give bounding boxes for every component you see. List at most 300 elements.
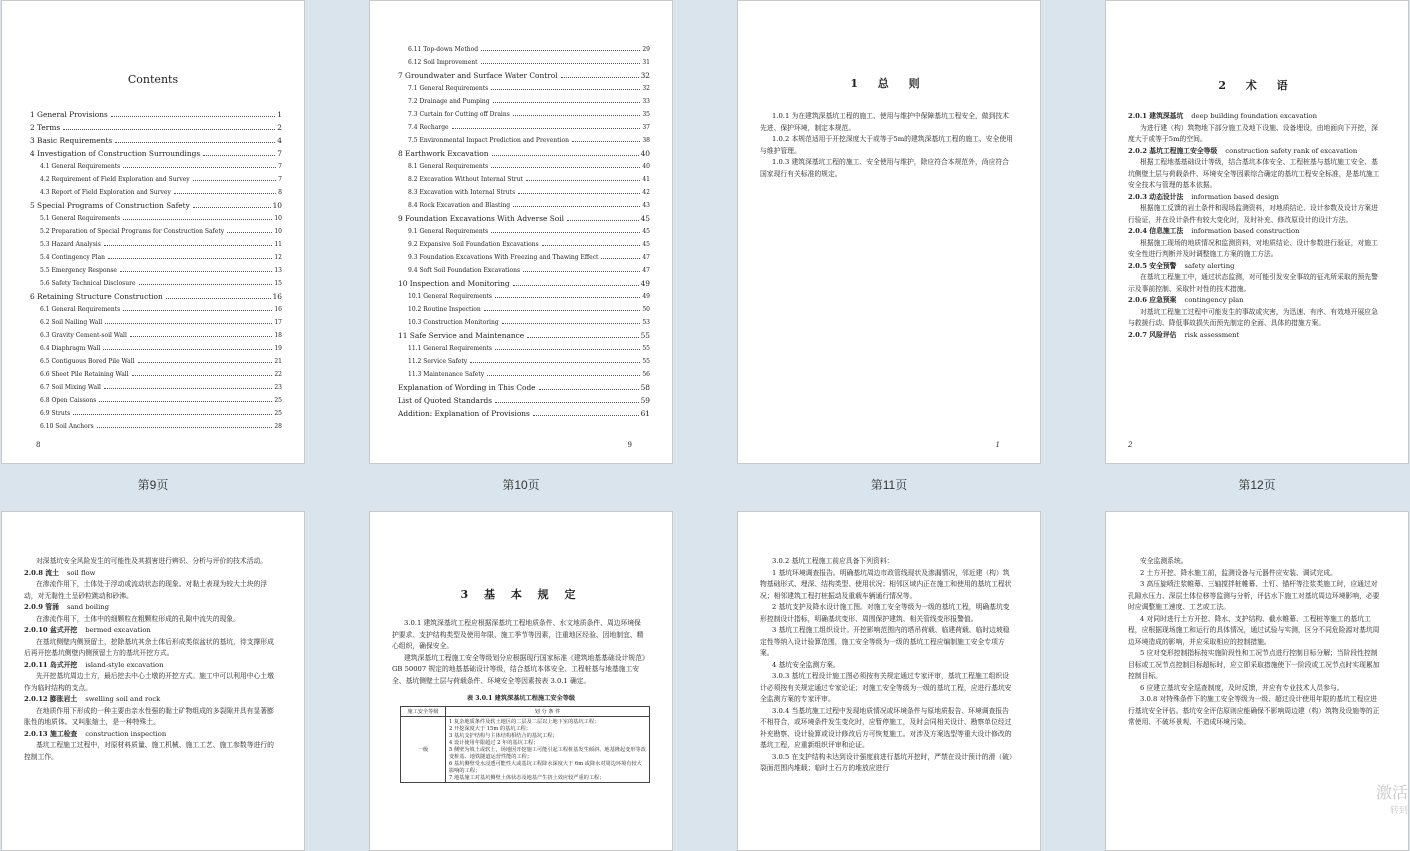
toc-leader-dots xyxy=(166,298,271,299)
term-zh: 2.0.8 流土 xyxy=(24,568,59,577)
term-zh: 2.0.7 风险评估 xyxy=(1128,330,1177,339)
toc-entry-label: 10.1 General Requirements xyxy=(408,293,493,300)
toc-entry[interactable] xyxy=(398,407,650,420)
table-condition: 6 基坑侧壁受水浸透可能性大或基坑工程降水深度大于 6m 或降水对周边环境有较大影响的工程； xyxy=(449,761,642,774)
toc-entry-page: 41 xyxy=(642,176,650,183)
page-15[interactable] xyxy=(737,511,1041,851)
term-heading xyxy=(1128,295,1382,307)
toc-leader-dots xyxy=(523,271,640,272)
term-heading xyxy=(1128,111,1382,123)
term-definition: 在基坑侧壁内侧预留土，挖除基坑其余土体后形成类似盆状的基坑，待支撑形成后再开挖基坑侧壁内侧预留土方的基坑开挖方式。 xyxy=(24,637,274,657)
toc-entry-page: 50 xyxy=(642,306,650,313)
toc-entry-page: 47 xyxy=(642,254,650,261)
toc-leader-dots xyxy=(601,258,640,259)
term-heading xyxy=(24,625,278,637)
toc-entry-page: 38 xyxy=(642,137,650,144)
toc-entry-label: 6.2 Soil Nailing Wall xyxy=(40,319,103,326)
toc-entry-page: 42 xyxy=(642,189,650,196)
paragraph: 3.0.4 当基坑施工过程中发现地质情况或环境条件与原地质报告、环境调查报告不相符合，或环境条件发生变化时，应暂停施工，及时会同相关设计、勘察单位经过补充勘察、设计验算或设计修改后方可恢复施工。对涉及方案选型等重大设计修改的基坑工程，应重新组织评审和论证。 xyxy=(760,706,1012,749)
toc-entry[interactable] xyxy=(398,56,650,69)
toc-entry-label: 1 General Provisions xyxy=(30,110,108,119)
chapter-body xyxy=(738,556,1040,775)
toc-entry-label: 7.3 Curtain for Cutting off Drains xyxy=(408,111,510,118)
page-16[interactable] xyxy=(1105,511,1409,851)
term-heading xyxy=(1128,226,1382,238)
toc-entry-page: 49 xyxy=(642,293,650,300)
activation-watermark xyxy=(1376,784,1408,820)
toc-entry[interactable] xyxy=(30,381,282,394)
toc-entry-page: 55 xyxy=(640,331,650,340)
term-en: deep building foundation excavation xyxy=(1191,112,1317,120)
term-definition: 对基坑工程施工过程中可能发生的事故或灾害，为迅速、有序、有效地开展应急与救援行动、降低事故损失而预先制定的全面、具体的措施方案。 xyxy=(1128,307,1378,327)
toc-entry[interactable] xyxy=(30,160,282,173)
term-heading xyxy=(24,602,278,614)
toc-entry-label: 4.2 Requirement of Field Exploration and Survey xyxy=(40,176,190,183)
term-zh: 2.0.5 安全预警 xyxy=(1128,261,1177,270)
term-zh: 2.0.11 岛式开挖 xyxy=(24,660,78,669)
toc-entry-page: 12 xyxy=(274,254,282,261)
toc-entry-page: 49 xyxy=(640,279,650,288)
toc-entry-label: 6.9 Struts xyxy=(40,410,71,417)
toc-leader-dots xyxy=(513,115,641,116)
paragraph: 6 应建立基坑安全巡查制度，及时反馈，并应有专业技术人员参与。 xyxy=(1140,683,1344,692)
toc-entry[interactable] xyxy=(398,212,650,225)
toc-entry-label: 2 Terms xyxy=(30,123,61,132)
toc-entry[interactable] xyxy=(30,290,282,303)
toc-entry-label: 9 Foundation Excavations With Adverse Soil xyxy=(398,214,564,223)
toc-leader-dots xyxy=(123,167,276,168)
term-definition: 根据施工反馈的岩土条件和现场监测资料，对地质结论、设计参数及设计方案进行验证，并在设计条件有较大变化时，及时补充、修改原设计的设计方法。 xyxy=(1128,204,1378,224)
toc-leader-dots xyxy=(495,297,640,298)
toc-leader-dots xyxy=(518,193,640,194)
toc-entry-page: 55 xyxy=(642,358,650,365)
chapter-body xyxy=(370,618,672,687)
table-condition: 2 开挖深度大于 15m 的基坑工程； xyxy=(449,726,532,732)
term-en: island-style excavation xyxy=(85,660,164,669)
toc-entry-label: 7.2 Drainage and Pumping xyxy=(408,98,490,105)
toc-entry-label: 11 Safe Service and Maintenance xyxy=(398,331,525,340)
thumbnail-page-14[interactable] xyxy=(369,511,673,851)
toc-entry-page: 32 xyxy=(640,71,650,80)
toc-entry-page: 45 xyxy=(642,241,650,248)
page-10[interactable] xyxy=(369,0,673,464)
toc-entry-page: 53 xyxy=(642,319,650,326)
paragraph: 安全监测系统。 xyxy=(1140,557,1188,565)
toc-leader-dots xyxy=(138,362,273,363)
thumbnail-page-13[interactable] xyxy=(1,511,305,851)
toc-leader-dots xyxy=(99,401,272,402)
toc-entry[interactable] xyxy=(398,43,650,56)
term-definition: 根据施工现场的地质情况和监测资料，对地质结论、设计参数进行验证，对施工安全性进行判断并及时调整施工方案的施工方法。 xyxy=(1128,238,1378,258)
table-header: 施工安全等级 xyxy=(401,707,446,717)
paragraph: 3.0.8 对特殊条件下的施工安全等级为一级、超过设计使用年限的基坑工程应进行基坑安全评估。基坑安全评估原则应能确保不影响周边建（构）筑物及设施等的正常使用、不破坏景观、不造成环境污染。 xyxy=(1128,695,1380,726)
toc-entry-label: 11.3 Maintenance Safety xyxy=(408,371,485,378)
paragraph: 3.0.3 基坑工程设计施工图必须按有关规定通过专家评审，基坑工程施工组织设计必须按有关规定通过专家论证；对施工安全等级为一级的基坑工程，应进行基坑安全监测方案的专家评审。 xyxy=(760,672,1012,703)
toc-entry[interactable] xyxy=(398,225,650,238)
toc-entry-page: 23 xyxy=(274,384,282,391)
paragraph: 3.0.2 基坑工程施工前应具备下列资料： xyxy=(772,557,894,565)
toc-entry-label: 6.10 Soil Anchors xyxy=(40,423,94,430)
toc-entry-page: 40 xyxy=(640,149,650,158)
toc-entry-page: 16 xyxy=(274,306,282,313)
toc-entry-page: 25 xyxy=(274,397,282,404)
toc-entry[interactable] xyxy=(30,316,282,329)
toc-leader-dots xyxy=(139,284,273,285)
toc-entry-label: 9.4 Soft Soil Foundation Excavations xyxy=(408,267,521,274)
toc-leader-dots xyxy=(104,388,272,389)
table-condition: 7 地基施工对基坑侧壁土体状态及地基产生挤土效应较严重的工程； xyxy=(449,775,605,781)
term-zh: 2.0.3 动态设计法 xyxy=(1128,192,1184,201)
chapter-title: 2 术 语 xyxy=(1218,79,1296,92)
toc-entry[interactable] xyxy=(30,264,282,277)
table-header: 划 分 条 件 xyxy=(446,707,650,717)
toc-leader-dots xyxy=(130,336,272,337)
thumbnail-page-15[interactable] xyxy=(737,511,1041,851)
page-caption: 第9页 xyxy=(137,478,169,492)
toc-entry[interactable] xyxy=(398,342,650,355)
page-caption: 第12页 xyxy=(1238,478,1276,492)
toc-entry-page: 32 xyxy=(642,85,650,92)
thumbnail-page-10[interactable] xyxy=(369,0,673,493)
page-number: 1 xyxy=(995,441,1000,449)
toc-entry-page: 10 xyxy=(274,228,282,235)
paragraph: 3.0.5 在支护结构未达到设计强度前进行基坑开挖时，严禁在设计预计的滑（破）裂面范围内堆载；临时土石方的堆放应进行 xyxy=(760,752,1013,772)
toc-entry[interactable] xyxy=(398,134,650,147)
toc-entry[interactable] xyxy=(398,264,650,277)
toc-entry-label: 9.2 Expansive Soil Foundation Excavations xyxy=(408,241,539,248)
watermark-line-1: 激活 xyxy=(1375,783,1408,802)
toc-entry[interactable] xyxy=(398,69,650,82)
toc-leader-dots xyxy=(542,245,641,246)
term-heading xyxy=(1128,330,1382,342)
toc-entry[interactable] xyxy=(30,420,282,433)
toc-leader-dots xyxy=(526,180,640,181)
toc-entry[interactable] xyxy=(30,212,282,225)
toc-leader-dots xyxy=(193,207,271,208)
toc-leader-dots xyxy=(132,375,273,376)
toc-entry-page: 18 xyxy=(274,332,282,339)
toc-leader-dots xyxy=(539,389,639,390)
toc-entry-page: 7 xyxy=(278,176,282,183)
toc-entry[interactable] xyxy=(398,355,650,368)
toc-leader-dots xyxy=(123,219,272,220)
toc-entry-page: 31 xyxy=(642,59,650,66)
toc-entry-label: Explanation of Wording in This Code xyxy=(398,383,536,392)
toc-entry[interactable] xyxy=(30,186,282,199)
toc-entry-page: 47 xyxy=(642,267,650,274)
toc-entry-page: 7 xyxy=(277,149,282,158)
toc-leader-dots xyxy=(502,323,641,324)
toc-entry-page: 7 xyxy=(278,163,282,170)
toc-entry-label: 6.12 Soil Improvement xyxy=(408,59,478,66)
page-number: 9 xyxy=(627,441,632,449)
toc-entry[interactable] xyxy=(30,134,282,147)
term-zh: 2.0.12 膨胀岩土 xyxy=(24,695,78,703)
toc-leader-dots xyxy=(513,285,639,286)
toc-entry-label: 4.1 General Requirements xyxy=(40,163,121,170)
toc-entry[interactable] xyxy=(398,329,650,342)
term-en: safety alerting xyxy=(1184,261,1235,270)
toc-entry-page: 16 xyxy=(272,292,282,301)
term-definition: 在基坑工程施工中，通过状态监测，对可能引发安全事故的征兆所采取的预先警示及事前控制、采取针对性的技术措施。 xyxy=(1128,273,1378,293)
toc-entry-label: 5.5 Emergency Response xyxy=(40,267,117,274)
term-definition: 在地质作用下形成的一种主要由亲水性强的黏土矿物组成的多裂隙并具有显著膨胀性的地质体。又叫胀缩土，是一种特殊土。 xyxy=(24,706,274,726)
toc-leader-dots xyxy=(452,128,641,129)
toc-entry-label: List of Quoted Standards xyxy=(398,396,493,405)
toc-entry[interactable] xyxy=(398,251,650,264)
page-9[interactable] xyxy=(1,0,305,464)
toc-entry[interactable] xyxy=(398,147,650,160)
thumbnail-page-11[interactable] xyxy=(737,0,1041,493)
toc-leader-dots xyxy=(572,141,640,142)
toc-leader-dots xyxy=(115,142,275,143)
toc-leader-dots xyxy=(203,155,275,156)
term-zh: 2.0.1 建筑深基坑 xyxy=(1128,112,1184,120)
toc-entry-label: 6.3 Gravity Cement-soil Wall xyxy=(40,332,127,339)
term-heading xyxy=(24,660,278,672)
term-en: soil flow xyxy=(66,568,96,577)
chapter-body xyxy=(738,111,1040,180)
toc-entry-label: Addition: Explanation of Provisions xyxy=(398,409,530,418)
chapter-title: 3 基 本 规 定 xyxy=(460,588,582,601)
page-11[interactable] xyxy=(737,0,1041,464)
paragraph: 4 基坑安全监测方案。 xyxy=(772,660,840,669)
toc-entry[interactable] xyxy=(30,394,282,407)
table-caption: 表 3.0.1 建筑深基坑工程施工安全等级 xyxy=(466,695,576,702)
table-condition: 3 基坑支护结构与主体结构相结合的基坑工程； xyxy=(449,733,558,739)
toc-leader-dots xyxy=(495,349,640,350)
table-cell-conditions xyxy=(446,717,650,783)
toc-entry[interactable] xyxy=(398,95,650,108)
toc-entry-label: 3 Basic Requirements xyxy=(30,136,113,145)
toc-entry-label: 6.4 Diaphragm Wall xyxy=(40,345,101,352)
toc-entry-label: 5.3 Hazard Analysis xyxy=(40,241,101,248)
toc-entry-label: 4.3 Report of Field Exploration and Survey xyxy=(40,189,171,196)
safety-rank-table xyxy=(400,706,650,783)
toc-entry-page: 45 xyxy=(640,214,650,223)
toc-leader-dots xyxy=(495,402,639,403)
paragraph: 3.0.1 建筑深基坑工程应根据深基坑工程地质条件、水文地质条件、周边环境保护要求、支护结构类型及使用年限、施工季节等因素，注重地区经验、因地制宜、精心组织，确保安全。 xyxy=(392,619,644,650)
toc-leader-dots xyxy=(193,180,276,181)
page-number: 8 xyxy=(36,441,41,449)
toc-entry[interactable] xyxy=(30,199,282,212)
toc-entry[interactable] xyxy=(30,225,282,238)
paragraph: 2 基坑支护及降水设计施工图。对施工安全等级为一级的基坑工程，明确基坑变形控制设计指标，明确基坑变形、周围保护建筑、相关管线变形报警值。 xyxy=(760,603,1010,623)
toc-entry[interactable] xyxy=(30,277,282,290)
thumbnail-page-12[interactable] xyxy=(1105,0,1409,493)
toc-entry-label: 5 Special Programs of Construction Safety xyxy=(30,201,190,210)
page-number: 2 xyxy=(1128,441,1133,449)
chapter-title: 1 总 则 xyxy=(850,77,928,90)
toc-leader-dots xyxy=(533,415,639,416)
toc-entry-page: 33 xyxy=(642,98,650,105)
toc-entry[interactable] xyxy=(30,342,282,355)
toc-leader-dots xyxy=(108,258,272,259)
toc-leader-dots xyxy=(481,50,640,51)
toc-entry[interactable] xyxy=(398,394,650,407)
toc-entry-page: 28 xyxy=(274,423,282,430)
toc-entry[interactable] xyxy=(30,147,282,160)
toc-entry-label: 5.6 Safety Technical Disclosure xyxy=(40,280,136,287)
toc-entry[interactable] xyxy=(398,277,650,290)
toc-entry[interactable] xyxy=(30,121,282,134)
toc-entry[interactable] xyxy=(30,173,282,186)
term-definition: 在渗流作用下，土体处于浮动或流动状态的现象。对黏土表现为较大土块的浮动，对无黏性土呈砂粒跳动和砂沸。 xyxy=(24,580,268,600)
toc-entry-label: 8 Earthwork Excavation xyxy=(398,149,489,158)
toc-entry[interactable] xyxy=(398,121,650,134)
paragraph: 3 基坑工程施工组织设计。开挖影响范围内的塔吊荷载、临建荷载、临时边坡稳定性等纳入设计验算范围，施工安全等级为一级的基坑工程应编制施工安全专项方案。 xyxy=(760,626,1010,657)
toc-entry-label: 7.1 General Requirements xyxy=(408,85,489,92)
toc-entry-label: 4 Investigation of Construction Surroundings xyxy=(30,149,201,158)
term-en: information based design xyxy=(1191,192,1279,201)
term-heading xyxy=(24,729,278,741)
term-en: swelling soil and rock xyxy=(85,695,161,703)
toc-entry[interactable] xyxy=(30,108,282,121)
term-zh: 2.0.9 管涌 xyxy=(24,603,59,611)
paragraph: 1 基坑环境调查报告。明确基坑周边市政管线现状及渗漏情况，邻近建（构）筑物基础形式、埋深、结构类型、使用状况；相邻区域内正在施工和使用的基坑工程状况；相邻建筑工程打桩振动及重载车辆通行情况等。 xyxy=(760,568,1012,600)
toc-entry[interactable] xyxy=(30,303,282,316)
term-en: information based construction xyxy=(1191,227,1300,235)
toc-leader-dots xyxy=(484,310,641,311)
toc-leader-dots xyxy=(470,362,640,363)
term-definition: 对深基坑安全风险发生的可能性及其损害进行辨识、分析与评价的技术活动。 xyxy=(36,557,268,565)
term-zh: 2.0.13 施工检查 xyxy=(24,729,78,738)
toc-entry-label: 6 Retaining Structure Construction xyxy=(30,292,163,301)
toc-entry[interactable] xyxy=(398,238,650,251)
toc-entry-label: 7.4 Recharge xyxy=(408,124,449,131)
paragraph: 2 土方开挖、降水施工前，监测设备与元器件应安装、调试完成。 xyxy=(1140,568,1337,577)
term-heading xyxy=(1128,261,1382,273)
toc-leader-dots xyxy=(491,89,640,90)
toc-entry[interactable] xyxy=(398,368,650,381)
term-definition: 为进行建（构）筑物地下部分施工及地下设施、设备埋设，由地面向下开挖，深度大于或等于5m的空间。 xyxy=(1128,123,1378,143)
toc-entry[interactable] xyxy=(398,82,650,95)
toc-entry[interactable] xyxy=(398,303,650,316)
toc-entry-page: 17 xyxy=(274,319,282,326)
toc-entry-label: 5.2 Preparation of Special Programs for Construction Safety xyxy=(40,228,225,235)
toc-entry[interactable] xyxy=(398,160,650,173)
toc-entry[interactable] xyxy=(30,238,282,251)
toc-entry-page: 11 xyxy=(274,241,282,248)
toc-entry-page: 13 xyxy=(274,267,282,274)
toc-leader-dots xyxy=(120,271,272,272)
toc-entry-page: 25 xyxy=(274,410,282,417)
toc-entry-label: 6.7 Soil Mixing Wall xyxy=(40,384,101,391)
toc-entry[interactable] xyxy=(398,186,650,199)
toc-entry-page: 45 xyxy=(642,228,650,235)
toc-leader-dots xyxy=(481,63,641,64)
toc-entry-label: 9.1 General Requirements xyxy=(408,228,489,235)
toc-entry[interactable] xyxy=(30,251,282,264)
term-heading xyxy=(24,568,278,580)
toc-leader-dots xyxy=(513,206,640,207)
toc-entry-label: 11.1 General Requirements xyxy=(408,345,493,352)
toc-leader-dots xyxy=(105,323,272,324)
toc-leader-dots xyxy=(567,220,639,221)
term-zh: 2.0.10 盆式开挖 xyxy=(24,626,78,634)
toc-entry-label: 8.1 General Requirements xyxy=(408,163,489,170)
toc-leader-dots xyxy=(111,116,276,117)
toc-entry-page: 56 xyxy=(642,371,650,378)
chapter-body xyxy=(1106,556,1408,729)
toc-leader-dots xyxy=(491,167,640,168)
table-condition: 1 复杂地质条件及软土地区的二层及二层以上地下室的基坑工程； xyxy=(449,719,600,725)
toc-entry[interactable] xyxy=(30,329,282,342)
toc-entry-page: 21 xyxy=(274,358,282,365)
paragraph: 4 对同时进行土方开挖、降水、支护结构、截水帷幕、工程桩等施工的基坑工程，应根据现场施工和运行的具体情况，通过试验与实测，区分不同危险源对基坑周边环境造成的影响，并应采取相应的控制措施。 xyxy=(1128,614,1380,646)
page-14[interactable] xyxy=(369,511,673,851)
toc-leader-dots xyxy=(174,193,276,194)
toc-entry-label: 6.6 Sheet Pile Retaining Wall xyxy=(40,371,129,378)
toc-entry[interactable] xyxy=(398,108,650,121)
toc-entry-label: 10.2 Routine Inspection xyxy=(408,306,481,313)
toc-entry[interactable] xyxy=(30,407,282,420)
toc-entry[interactable] xyxy=(398,290,650,303)
toc-leader-dots xyxy=(491,232,640,233)
toc-leader-dots xyxy=(487,375,640,376)
toc-entry-page: 35 xyxy=(642,111,650,118)
table-condition: 5 侧壁为填土或软土，场地因开挖施工可能引起工程桩基发生倾斜、地基隆起变形等改变桩基、地铁隧道运营性能的工程； xyxy=(449,747,646,760)
toc-entry-page: 22 xyxy=(274,371,282,378)
toc-entry-page: 10 xyxy=(272,201,282,210)
thumbnail-page-16[interactable] xyxy=(1105,511,1409,851)
toc-entry-page: 58 xyxy=(640,383,650,392)
toc-leader-dots xyxy=(63,129,275,130)
toc-entry[interactable] xyxy=(398,381,650,394)
toc-entry[interactable] xyxy=(398,173,650,186)
term-definition: 根据工程地基基础设计等级，结合基坑本体安全、工程桩基与基坑施工安全、基坑侧壁土层与荷载条件、环境安全等因素综合确定的基坑工程安全标准，是基坑施工安全技术与管理的基本依据。 xyxy=(1128,158,1380,189)
toc-entry-label: 10 Inspection and Monitoring xyxy=(398,279,510,288)
toc-entry[interactable] xyxy=(30,368,282,381)
toc-entry-page: 4 xyxy=(277,136,282,145)
toc-leader-dots xyxy=(104,245,273,246)
toc-entry[interactable] xyxy=(398,199,650,212)
toc-entry-page: 43 xyxy=(642,202,650,209)
toc-entry-page: 19 xyxy=(274,345,282,352)
thumbnail-page-9[interactable] xyxy=(1,0,305,493)
term-heading xyxy=(24,694,278,706)
page-caption: 第11页 xyxy=(870,478,908,492)
paragraph: 1.0.2 本规范适用于开挖深度大于或等于5m的建筑深基坑工程的施工、安全使用与维护管理。 xyxy=(760,135,1013,155)
toc-entry[interactable] xyxy=(398,316,650,329)
toc-leader-dots xyxy=(493,102,641,103)
toc-entry-page: 29 xyxy=(642,46,650,53)
page-12[interactable] xyxy=(1105,0,1409,464)
table-condition: 4 设计使用年限超过 2 年的基坑工程； xyxy=(449,740,539,746)
term-zh: 2.0.4 信息施工法 xyxy=(1128,227,1184,235)
toc-leader-dots xyxy=(123,310,272,311)
toc-entry-page: 10 xyxy=(274,215,282,222)
term-en: construction inspection xyxy=(85,729,167,738)
toc-entry-label: 9.3 Foundation Excavations With Freezing and Thawing Effect xyxy=(408,254,599,261)
page-13[interactable] xyxy=(1,511,305,851)
toc-entry-label: 5.4 Contingency Plan xyxy=(40,254,106,261)
toc-entry-label: 6.1 General Requirements xyxy=(40,306,121,313)
page-caption: 第10页 xyxy=(502,478,540,492)
table-cell-rank: 一级 xyxy=(401,717,446,783)
toc-entry[interactable] xyxy=(30,355,282,368)
term-en: bermed excavation xyxy=(85,626,151,634)
paragraph: 建筑深基坑工程施工安全等级划分应根据现行国家标准《建筑地基基础设计规范》GB 50007 规定的地基基础设计等级，结合基坑本体安全、工程桩基与地基施工安全、基坑侧壁土层与荷载条件、环境安全等因素按表 3.0.1 确定。 xyxy=(392,653,646,685)
term-en: contingency plan xyxy=(1184,296,1244,304)
toc-entry-label: 8.2 Excavation Without Internal Strut xyxy=(408,176,523,183)
toc-leader-dots xyxy=(97,427,273,428)
paragraph: 5 应对变形控制指标按实施阶段性和工况节点进行控制目标分解；当阶段性控制目标或工况节点控制目标超标时，应立即采取措施使下一阶段或工况节点时实现累加控制目标。 xyxy=(1128,649,1380,680)
term-definition: 先开挖基坑周边土方，最后挖去中心土墩的开挖方式。施工中可以利用中心土墩作为临时结构的支点。 xyxy=(24,672,274,692)
toc-leader-dots xyxy=(492,155,639,156)
terms-body xyxy=(1106,111,1408,341)
toc-entry-page: 55 xyxy=(642,345,650,352)
